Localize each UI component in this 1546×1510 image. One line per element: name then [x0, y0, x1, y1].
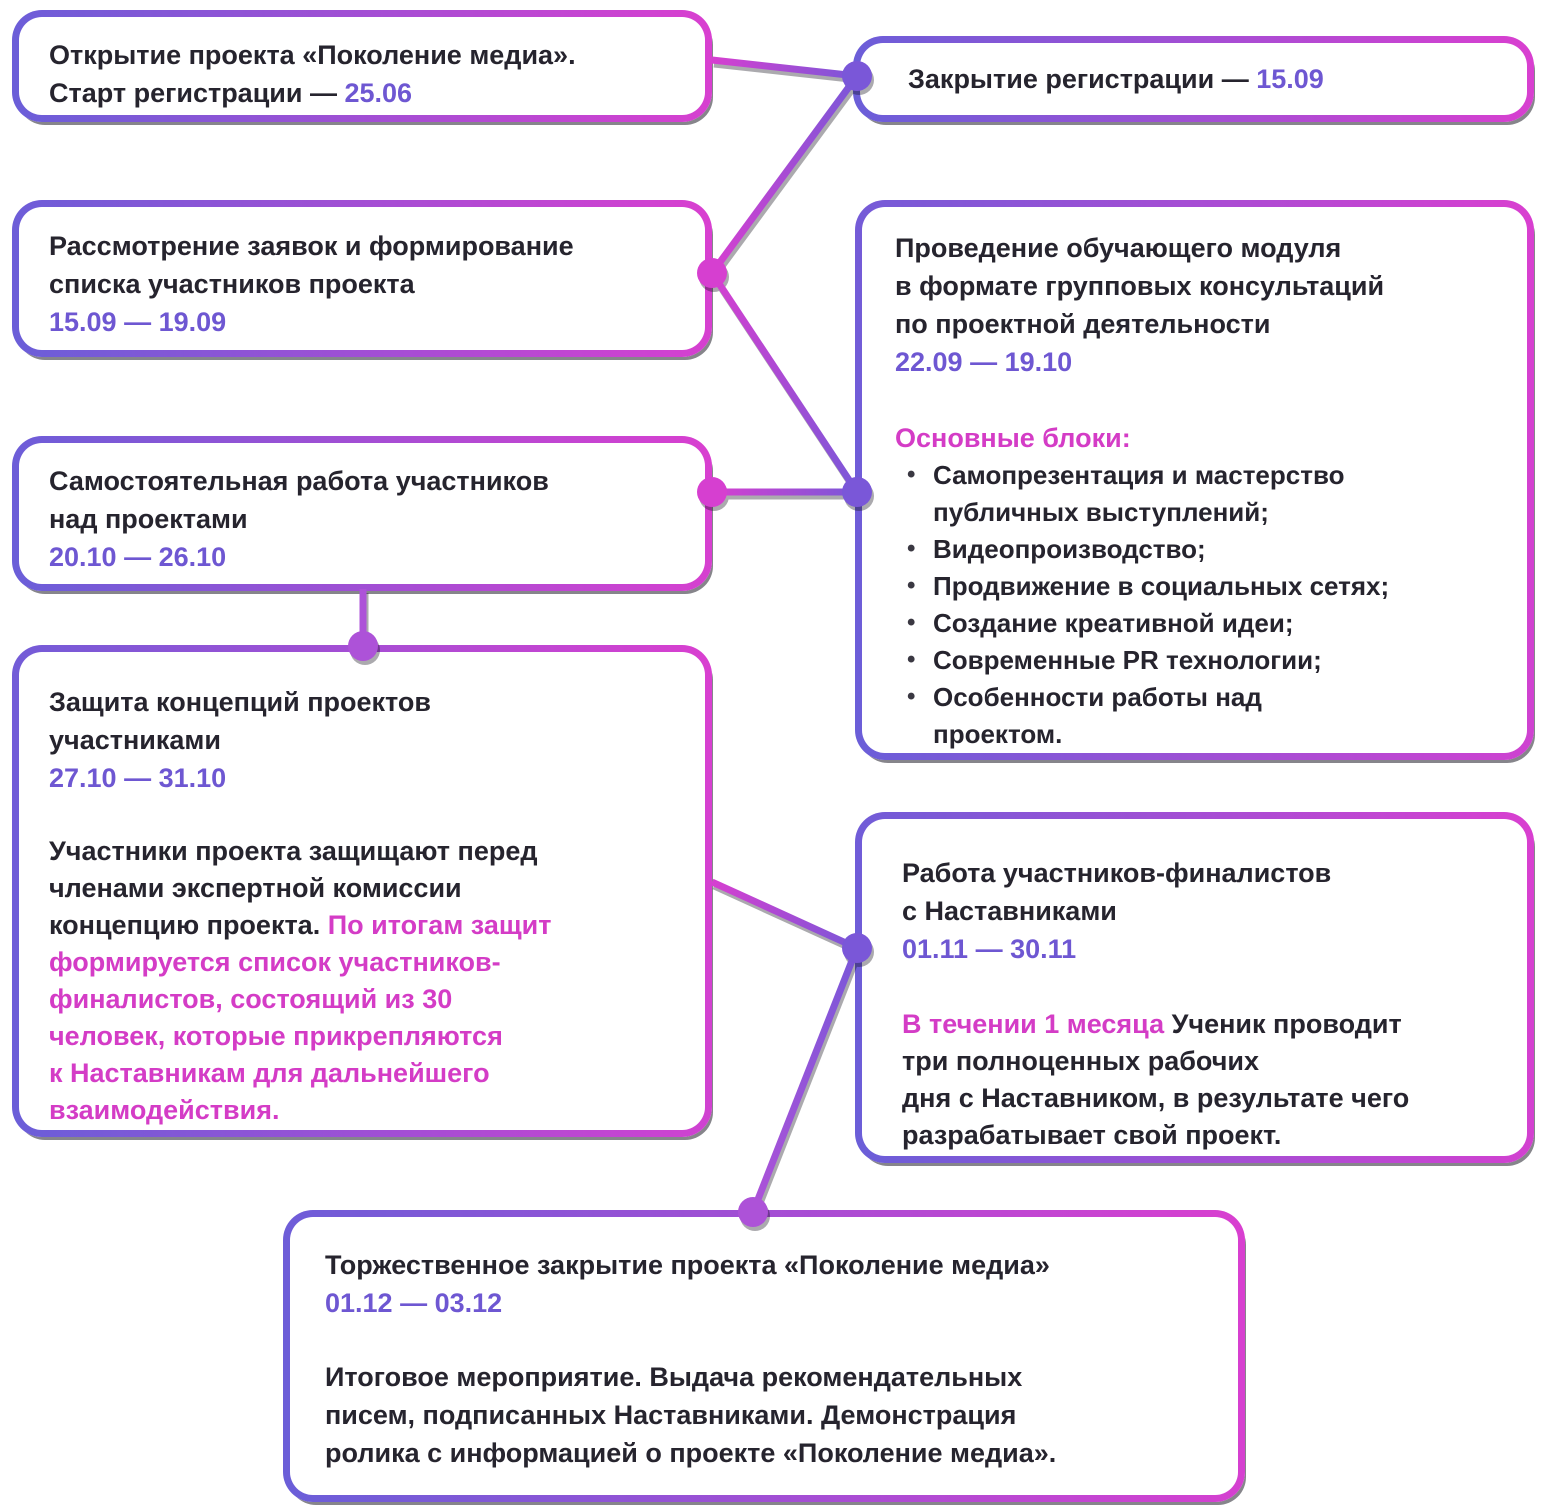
spacer [902, 968, 1507, 1006]
training-date: 22.09 — 19.10 [895, 347, 1073, 377]
card-ceremonial-closing [283, 1210, 1245, 1502]
list-item [895, 531, 1507, 568]
defense-title-line2: участниками [49, 725, 221, 755]
list-item [895, 568, 1507, 605]
list-item [895, 679, 1507, 753]
defense-para-line [49, 870, 685, 907]
bullet-line: • Современные PR технологии; [933, 645, 1322, 675]
mentors-text: дня с Наставником, в результате чего [902, 1083, 1410, 1113]
card-concepts-defense [12, 645, 712, 1137]
review-date: 15.09 — 19.09 [49, 307, 227, 337]
card-independent-work [12, 436, 712, 591]
mentors-para-line [902, 1080, 1507, 1117]
mentors-highlight: В течении 1 месяца [902, 1009, 1172, 1039]
defense-title-line1: Защита концепций проектов [49, 687, 432, 717]
opening-subtitle-text: Старт регистрации — [49, 78, 345, 108]
opening-date: 25.06 [344, 78, 413, 108]
opening-title: Открытие проекта «Поколение медиа». [49, 40, 576, 70]
closing-date: 15.09 [1256, 64, 1324, 94]
mentors-title-line1: Работа участников-финалистов [902, 858, 1332, 888]
connector-defense-to-mentors [712, 882, 857, 948]
bullet-line: • Продвижение в социальных сетях; [933, 571, 1390, 601]
defense-para-line [49, 907, 685, 944]
training-title-line3: по проектной деятельности [895, 309, 1271, 339]
defense-highlight: взаимодействия. [49, 1095, 280, 1125]
spacer [325, 1322, 1218, 1358]
defense-text: концепцию проекта. [49, 910, 328, 940]
final-date: 01.12 — 03.12 [325, 1288, 503, 1318]
solo-title-line1: Самостоятельная работа участников [49, 466, 549, 496]
spacer [49, 797, 685, 833]
connector-opening-to-closing [712, 60, 857, 76]
defense-date: 27.10 — 31.10 [49, 763, 227, 793]
training-title-line1: Проведение обучающего модуля [895, 233, 1342, 263]
defense-text: членами экспертной комиссии [49, 873, 462, 903]
solo-title-line2: над проектами [49, 504, 248, 534]
mentors-para-line [902, 1117, 1507, 1154]
bullet-line: • Особенности работы над [933, 682, 1262, 712]
card-mentors-work [855, 812, 1534, 1163]
card-registration-closing [853, 36, 1534, 122]
mentors-date: 01.11 — 30.11 [902, 934, 1077, 964]
defense-highlight: По итогам защит [327, 910, 552, 940]
mentors-para-line [902, 1006, 1507, 1043]
review-title-line2: списка участников проекта [49, 269, 415, 299]
connector-mentors-to-final [753, 948, 857, 1212]
defense-para-line [49, 1018, 685, 1055]
card-training-module [855, 200, 1534, 760]
mentors-para-line [902, 1043, 1507, 1080]
closing-title [908, 60, 1324, 98]
connector-review-to-training [712, 273, 857, 492]
defense-highlight: к Наставникам для дальнейшего [49, 1058, 490, 1088]
bullet-line: публичных выступлений; [933, 497, 1269, 527]
card-project-opening [12, 10, 712, 122]
list-item [895, 457, 1507, 531]
defense-para-line [49, 981, 685, 1018]
spacer [895, 381, 1507, 419]
mentors-text: три полноценных рабочих [902, 1046, 1259, 1076]
solo-date: 20.10 — 26.10 [49, 542, 227, 572]
mentors-text: Ученик проводит [1171, 1009, 1402, 1039]
defense-para-line [49, 1055, 685, 1092]
defense-para-line [49, 1092, 685, 1129]
final-title: Торжественное закрытие проекта «Поколение медиа» [325, 1250, 1050, 1280]
bullet-line: • Видеопроизводство; [933, 534, 1206, 564]
review-title-line1: Рассмотрение заявок и формирование [49, 231, 574, 261]
list-item [895, 605, 1507, 642]
connector-review-to-closing [712, 76, 857, 273]
opening-subtitle [49, 74, 685, 112]
defense-para-line [49, 944, 685, 981]
training-blocks-list [895, 457, 1507, 753]
training-title-line2: в формате групповых консультаций [895, 271, 1385, 301]
defense-text: Участники проекта защищают перед [49, 836, 538, 866]
bullet-line: • Самопрезентация и мастерство [933, 460, 1345, 490]
mentors-text: разрабатывает свой проект. [902, 1120, 1282, 1150]
defense-highlight: человек, которые прикрепляются [49, 1021, 503, 1051]
mentors-title-line2: с Наставниками [902, 896, 1117, 926]
defense-para-line [49, 833, 685, 870]
defense-highlight: формируется список участников- [49, 947, 501, 977]
final-para-line: писем, подписанных Наставниками. Демонстрация [325, 1400, 1017, 1430]
card-applications-review [12, 200, 712, 357]
closing-title-text: Закрытие регистрации — [908, 64, 1257, 94]
defense-highlight: финалистов, состоящий из 30 [49, 984, 453, 1014]
list-item [895, 642, 1507, 679]
training-blocks-heading: Основные блоки: [895, 423, 1131, 453]
bullet-line: проектом. [933, 719, 1063, 749]
final-para-line: Итоговое мероприятие. Выдача рекомендательных [325, 1362, 1023, 1392]
final-para-line: ролика с информацией о проекте «Поколение медиа». [325, 1438, 1057, 1468]
bullet-line: • Создание креативной идеи; [933, 608, 1294, 638]
